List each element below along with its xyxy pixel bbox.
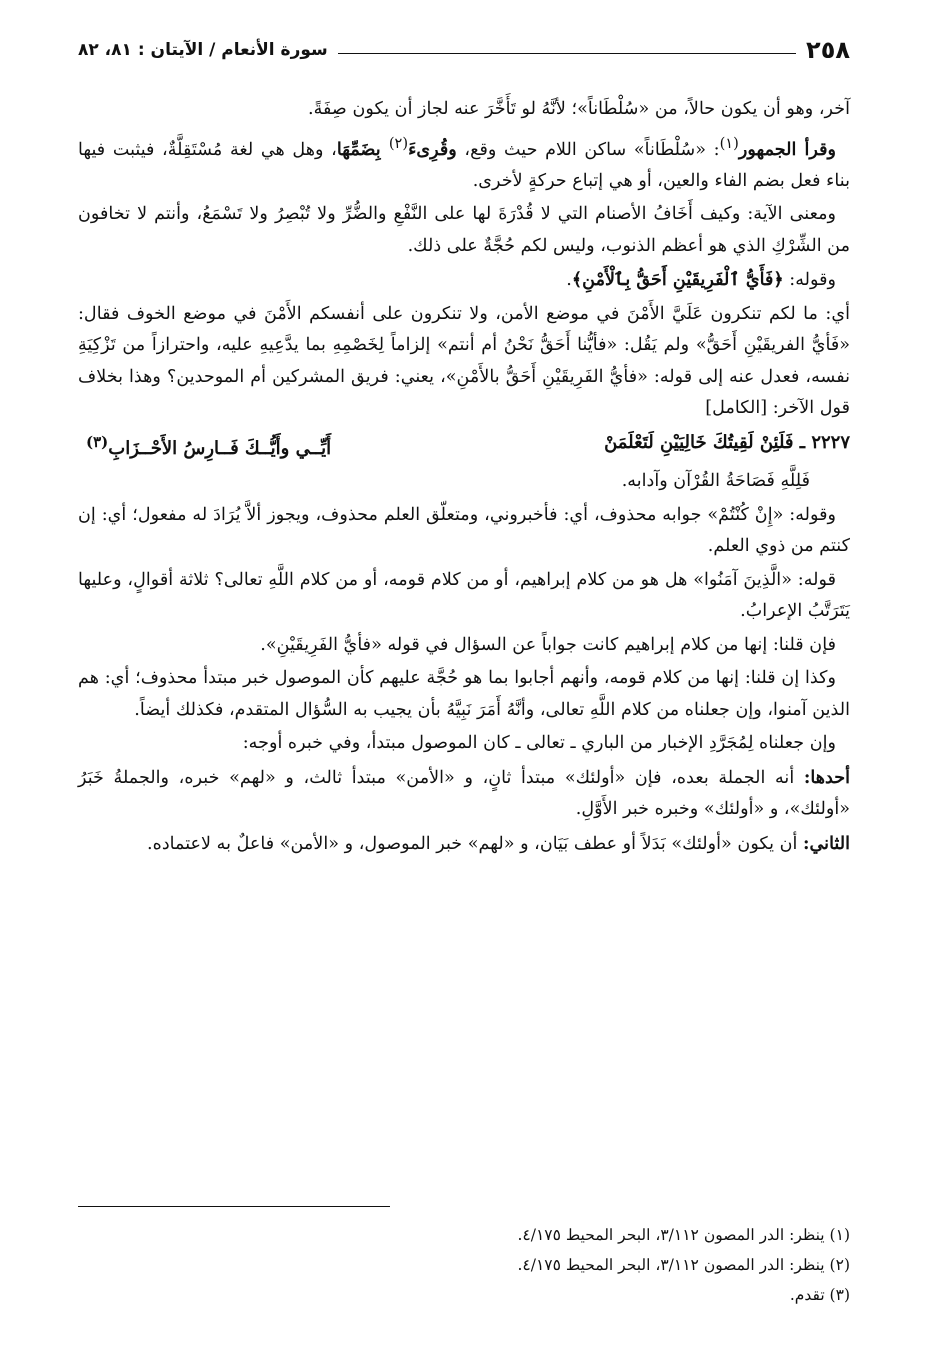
paragraph: أي: ما لكم تنكرون عَلَيَّ الأَمْنَ في موضع الأمن، ولا تنكرون على أنفسكم الأَمْنَ في موضع الخوف فقال: «فَأيُّ الفريقَيْنِ أَحَقُّ» ولم يَقُل: «فأيُّنا أَحَقُّ نَحْنُ أم أنتم» إلزاماً لِخَصْمِهِ بما يدَّعِيهِ عليه، واحترازاً من تَزْكِيَةِ نفسه، فعدل عنه إلى قوله: «فأيُّ الفَرِيقَيْنِ أَحَقُّ بالأَمْنِ»، يعني: فريق المشركين أم الموحدين؟ وهذا بخلاف قول الآخر: [الكامل]	[78, 303, 850, 419]
text-run: أنه الجملة بعده، فإن «أولئك» مبتدأ ثانٍ، و «الأمن» مبتدأ ثالث، و «لهم» خبره، والجملةُ خَبَرُ «أولئك»، و «أولئك» وخبره خبر الأَوَّلِ.	[78, 767, 850, 820]
paragraph: آخر، وهو أن يكون حالاً، من «سُلْطَاناً»؛ لأنَّهُ لو تَأَخَّرَ عنه لجاز أن يكون صِفَةً.	[307, 99, 850, 119]
verse-text: أَيِّــي وأَيُّــكَ فَــارِسُ الأَحْــزَابِ	[108, 437, 332, 459]
book-page	[78, 30, 850, 1350]
text-run: ، وهل هي لغة مُسْتَقِلَّةٌ، فيثبت فيها بناء فعل بضم الفاء والعين، أو هي إتباع حركةٍ لأخرى.	[78, 139, 850, 191]
paragraph	[78, 128, 850, 198]
paragraph	[78, 264, 850, 297]
page-number: ٢٥٨	[806, 36, 850, 64]
paragraph: فإن قلنا: إنها من كلام إبراهيم كانت جواباً عن السؤال في قوله «فأيُّ الفَرِيقَيْنِ».	[260, 634, 836, 655]
paragraph: فَلِلَّهِ فَصَاحَةُ القُرْآن وآدابه.	[621, 471, 810, 492]
paragraph: وكذا إن قلنا: إنها من كلام قومه، وأنهم أجابوا بما هو حُجَّة عليهم كأن الموصول خبر مبتدأ محذوف؛ أي: هم الذين آمنوا، وإن جعلناه من كلام اللَّهِ تعالى، وأنَّهُ أَمَرَ نَبِيَّهُ بأن يجيب به السُّؤال المتقدم، فكذلك أيضاً.	[78, 668, 850, 720]
footnote-marker[interactable]: (١)	[719, 134, 739, 152]
footnote-marker[interactable]: (٢)	[388, 134, 409, 152]
text-run: وقوله:	[783, 270, 836, 291]
page-header	[78, 30, 850, 70]
bold-lead: أحدها:	[803, 766, 850, 788]
paragraph	[78, 828, 850, 861]
header-rule	[338, 53, 796, 54]
text-run: أن يكون «أولئك» بَدَلاً أو عطف بَيَان، و «لهم» خبر الموصول، و «الأمن» فاعلٌ به لاعتماده.	[147, 833, 804, 854]
poetry-verse	[78, 427, 850, 465]
paragraph: ومعنى الآية: وكيف أَخَافُ الأصنام التي لا قُدْرَةَ لها على النَّفْعِ والضُّرِّ ولا تُبْصِرُ ولا تَسْمَعُ، وأنتم لا تخافون من الشِّرْكِ الذي هو أعظم الذنوب، وليس لكم حُجَّةٌ على ذلك.	[78, 204, 850, 256]
main-text	[78, 94, 850, 860]
footnote-3: (٣) تقدم.	[789, 1286, 850, 1304]
paragraph	[78, 762, 850, 826]
footnotes	[78, 1220, 850, 1310]
footnote-marker[interactable]: (٣)	[86, 432, 109, 451]
footnote-rule	[78, 1206, 390, 1207]
footnote-2: (٢) ينظر: الدر المصون ٣/١١٢، البحر المحيط ٤/١٧٥.	[517, 1256, 850, 1274]
footnote-1: (١) ينظر: الدر المصون ٣/١١٢، البحر المحيط ٤/١٧٥.	[517, 1226, 850, 1244]
paragraph: وإن جعلناه لِمُجَرَّدِ الإخبار من الباري ـ تعالى ـ كان الموصول مبتدأ، وفي خبره أوجه:	[242, 733, 836, 754]
bold-lead: الثاني:	[803, 832, 850, 854]
verse-number: ٢٢٢٧ ـ	[793, 431, 850, 453]
bold-lead: وقُرِىءَ	[408, 138, 457, 160]
text-run: : «سُلْطَاناً» ساكن اللام حيث وقع،	[456, 139, 720, 160]
verse-text: فَلَئِنْ لَقِيتُكَ خَالِيَيْنِ لَتَعْلَمَنْ	[604, 431, 794, 453]
text-run: .	[566, 270, 572, 291]
running-title: سورة الأنعام / الآيتان : ٨١، ٨٢	[78, 40, 328, 60]
bold-lead: وقرأ الجمهور	[738, 138, 837, 160]
verse-first-hemistich	[604, 427, 850, 465]
bold-lead: بِضَمِّهَا	[336, 138, 389, 160]
quran-quote: ﴿فَأَيُّ ٱلْفَرِيقَيْنِ أَحَقُّ بِٱلْأَمْنِ﴾	[571, 269, 784, 291]
verse-second-hemistich	[78, 427, 331, 465]
paragraph: قوله: «الَّذِينَ آمَنُوا» هل هو من كلام إبراهيم، أو من كلام قومه، أو من كلام اللَّهِ تعالى؟ ثلاثة أقوالٍ، وعليها يَتَرَتَّبُ الإعرابُ.	[78, 569, 850, 622]
paragraph: وقوله: «إِنْ كُنْتُمْ» جوابه محذوف، أي: فأخبروني، ومتعلّق العلم محذوف، ويجوز ألاَّ يُرَادَ له مفعول؛ أي: إن كنتم من ذوي العلم.	[78, 504, 850, 557]
